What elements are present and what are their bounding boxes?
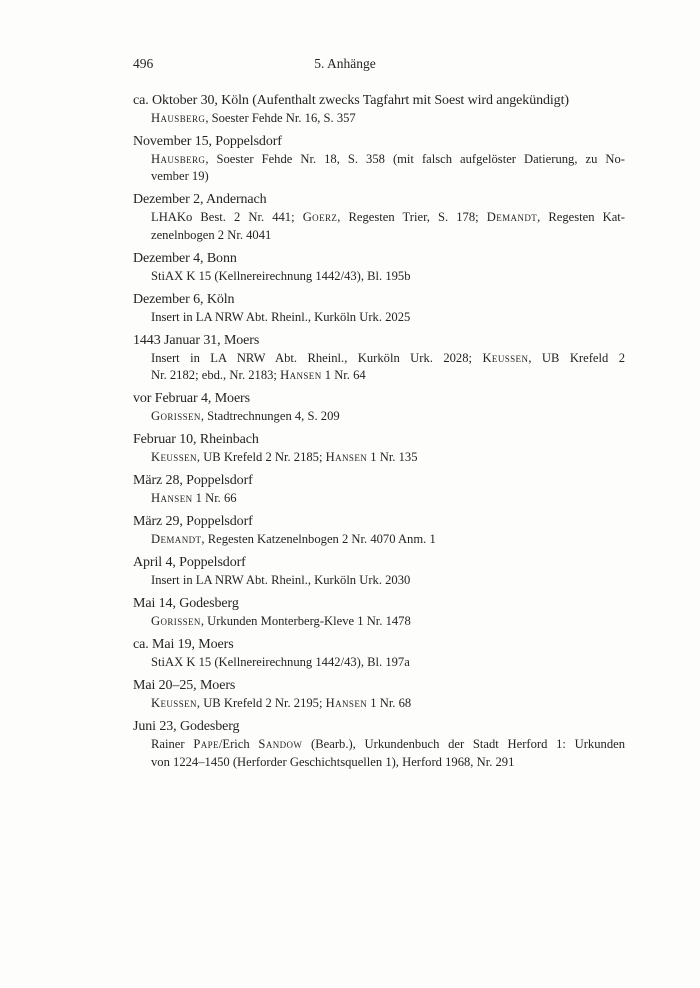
author-name: Keussen — [151, 696, 197, 711]
entry-citation — [151, 736, 625, 771]
text-block — [133, 56, 625, 771]
citation-text: /Erich — [218, 737, 259, 752]
author-name: Pape — [193, 737, 219, 752]
entry — [133, 91, 625, 127]
author-name: Demandt — [151, 532, 202, 547]
entry — [133, 290, 625, 326]
entry — [133, 594, 625, 630]
citation-text: 1 Nr. 66 — [192, 491, 237, 506]
entry-citation — [151, 151, 625, 186]
citation-text: , Urkunden Monterberg-Kleve 1 Nr. 1478 — [200, 614, 411, 629]
citation-line — [151, 449, 625, 466]
entry-citation — [151, 613, 625, 630]
entry-heading: 1443 Januar 31, Moers — [133, 332, 260, 348]
entry-heading: Februar 10, Rheinbach — [133, 432, 259, 448]
citation-text: , UB Krefeld 2 — [528, 350, 626, 365]
page-number: 496 — [133, 56, 154, 71]
entry — [133, 635, 625, 671]
citation-text: Insert in LA NRW Abt. Rheinl., Kurköln Urk. 2030 — [151, 573, 411, 588]
entry — [133, 512, 625, 548]
citation-text: 1 Nr. 135 — [367, 450, 418, 465]
author-name: Hansen — [325, 450, 368, 465]
citation-line — [151, 754, 625, 771]
citation-text: , UB Krefeld 2 Nr. 2185; — [196, 450, 326, 465]
citation-line — [151, 209, 625, 226]
entry-citation — [151, 531, 625, 548]
citation-text: StiAX K 15 (Kellnereirechnung 1442/43), Bl. 197a — [151, 655, 410, 670]
entry-heading: vor Februar 4, Moers — [133, 391, 250, 407]
citation-line — [151, 227, 625, 244]
author-name: Demandt — [486, 210, 538, 225]
entry-heading: März 28, Poppelsdorf — [133, 473, 253, 489]
citation-line — [151, 367, 625, 384]
entry-heading: ca. Mai 19, Moers — [133, 637, 234, 653]
entry-heading: Dezember 2, Andernach — [133, 192, 267, 208]
citation-text: , UB Krefeld 2 Nr. 2195; — [196, 696, 326, 711]
entry — [133, 389, 625, 425]
citation-text: 1 Nr. 68 — [367, 696, 412, 711]
citation-line — [151, 531, 625, 548]
citation-text: LHAKo Best. 2 Nr. 441; — [151, 210, 303, 225]
citation-text: StiAX K 15 (Kellnereirechnung 1442/43), Bl. 195b — [151, 268, 411, 283]
entry-citation — [151, 654, 625, 671]
running-title: 5. Anhänge — [314, 56, 376, 71]
entry-citation — [151, 209, 625, 244]
entry-citation — [151, 572, 625, 589]
citation-text: , Regesten Katzenelnbogen 2 Nr. 4070 Anm. 1 — [201, 532, 436, 547]
entry-heading: Mai 20–25, Moers — [133, 678, 236, 694]
entry — [133, 553, 625, 589]
citation-text: von 1224–1450 (Herforder Geschichtsquellen 1), Herford 1968, Nr. 291 — [151, 754, 515, 769]
entry-heading: März 29, Poppelsdorf — [133, 514, 253, 530]
entry-heading: Dezember 4, Bonn — [133, 250, 237, 266]
entry-heading: Dezember 6, Köln — [133, 291, 235, 307]
entry-heading: Juni 23, Godesberg — [133, 719, 240, 735]
citation-line — [151, 695, 625, 712]
citation-line — [151, 490, 625, 507]
author-name: Sandow — [258, 737, 303, 752]
entry — [133, 331, 625, 385]
citation-text: 1 Nr. 64 — [321, 368, 366, 383]
citation-line — [151, 268, 625, 285]
author-name: Goerz — [302, 210, 338, 225]
citation-text: vember 19) — [151, 169, 209, 184]
author-name: Keussen — [151, 450, 197, 465]
citation-line — [151, 309, 625, 326]
citation-text: Nr. 2182; ebd., Nr. 2183; — [151, 368, 281, 383]
author-name: Hansen — [280, 368, 322, 383]
entry-citation — [151, 449, 625, 466]
citation-text: (Bearb.), Urkundenbuch der Stadt Herford 1: Urkunden — [302, 737, 626, 752]
citation-line — [151, 168, 625, 185]
entry — [133, 132, 625, 186]
entry-citation — [151, 309, 625, 326]
entry-heading: November 15, Poppelsdorf — [133, 134, 282, 149]
entry-heading: April 4, Poppelsdorf — [133, 555, 246, 571]
author-name: Hansen — [151, 491, 193, 506]
citation-line — [151, 654, 625, 671]
author-name: Hansen — [325, 696, 368, 711]
citation-line — [151, 110, 625, 127]
entry — [133, 471, 625, 507]
entry — [133, 190, 625, 244]
entry-heading: Mai 14, Godesberg — [133, 596, 239, 612]
entry-citation — [151, 408, 625, 425]
citation-text: Rainer — [151, 737, 194, 752]
entry — [133, 430, 625, 466]
entry — [133, 676, 625, 712]
citation-text: Insert in LA NRW Abt. Rheinl., Kurköln Urk. 2028; — [151, 350, 483, 365]
entry-heading: ca. Oktober 30, Köln (Aufenthalt zwecks Tagfahrt mit Soest wird angekündigt) — [133, 93, 569, 108]
entry-citation — [151, 268, 625, 285]
author-name: Keussen — [482, 350, 529, 365]
citation-line — [151, 613, 625, 630]
citation-text: , Soester Fehde Nr. 18, S. 358 (mit falsch aufgelöster Datierung, zu No- — [205, 152, 625, 166]
citation-text: , Regesten Trier, S. 178; — [337, 210, 487, 225]
entry-citation — [151, 695, 625, 712]
entry-citation — [151, 110, 625, 127]
citation-text: , Stadtrechnungen 4, S. 209 — [200, 409, 340, 424]
author-name: Hausberg — [151, 152, 206, 166]
entry — [133, 249, 625, 285]
entry — [133, 717, 625, 771]
author-name: Gorissen — [151, 409, 201, 424]
citation-line — [151, 736, 625, 753]
citation-text: Insert in LA NRW Abt. Rheinl., Kurköln Urk. 2025 — [151, 309, 411, 324]
citation-text: zenelnbogen 2 Nr. 4041 — [151, 227, 272, 242]
entry-citation — [151, 350, 625, 385]
citation-line — [151, 151, 625, 168]
citation-line — [151, 408, 625, 425]
author-name: Hausberg — [151, 111, 206, 125]
entries-list — [133, 91, 625, 771]
citation-text: , Soester Fehde Nr. 16, S. 357 — [205, 111, 356, 125]
author-name: Gorissen — [151, 614, 201, 629]
citation-line — [151, 350, 625, 367]
running-head — [133, 56, 625, 74]
entry-citation — [151, 490, 625, 507]
citation-text: , Regesten Kat- — [537, 210, 625, 225]
citation-line — [151, 572, 625, 589]
